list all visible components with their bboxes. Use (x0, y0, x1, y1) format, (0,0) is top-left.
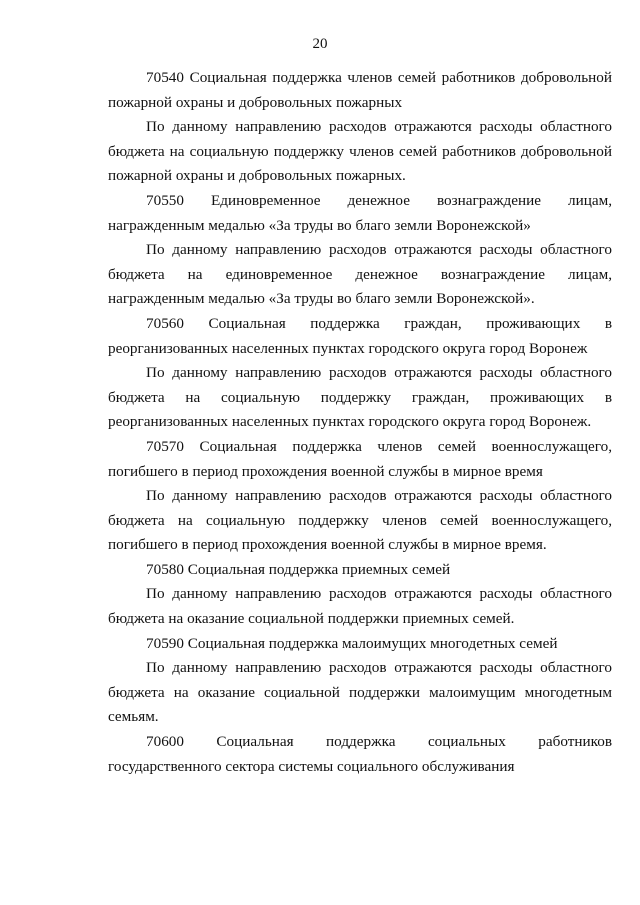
paragraph-70550: По данному направлению расходов отражаются расходы областного бюджета на единовременное денежное вознаграждение лицам, награжденным медалью «За труды во благо земли Воронежской». (108, 241, 612, 308)
heading-70550: 70550 Единовременное денежное вознаграждение лицам, награжденным медалью «За труды во благо земли Воронежской» (108, 191, 612, 234)
paragraph-70580: По данному направлению расходов отражаются расходы областного бюджета на оказание социальной поддержки приемных семей. (108, 585, 612, 628)
paragraph-70570: По данному направлению расходов отражаются расходы областного бюджета на социальную поддержку членов семей военнослужащего, погибшего в период прохождения военной службы в мирное время. (108, 487, 612, 554)
paragraph-70540: По данному направлению расходов отражаются расходы областного бюджета на социальную поддержку членов семей работников добровольной пожарной охраны и добровольных пожарных. (108, 118, 612, 185)
heading-70590: 70590 Социальная поддержка малоимущих многодетных семей (146, 634, 558, 652)
heading-70600: 70600 Социальная поддержка социальных работников государственного сектора системы социального обслуживания (108, 733, 612, 775)
heading-70560: 70560 Социальная поддержка граждан, проживающих в реорганизованных населенных пунктах городского округа город Воронеж (108, 314, 612, 357)
paragraph-70560: По данному направлению расходов отражаются расходы областного бюджета на социальную поддержку граждан, проживающих в реорганизованных населенных пунктах городского округа город Воронеж. (108, 364, 612, 431)
heading-70580: 70580 Социальная поддержка приемных семей (146, 560, 451, 578)
heading-70570: 70570 Социальная поддержка членов семей военнослужащего, погибшего в период прохождения военной службы в мирное время (108, 437, 612, 480)
page-number: 20 (312, 36, 328, 52)
paragraph-70590: По данному направлению расходов отражаются расходы областного бюджета на оказание социальной поддержки малоимущим многодетным семьям. (108, 659, 612, 726)
heading-70540: 70540 Социальная поддержка членов семей работников добровольной пожарной охраны и добровольных пожарных (108, 69, 612, 111)
document-body (108, 66, 612, 779)
